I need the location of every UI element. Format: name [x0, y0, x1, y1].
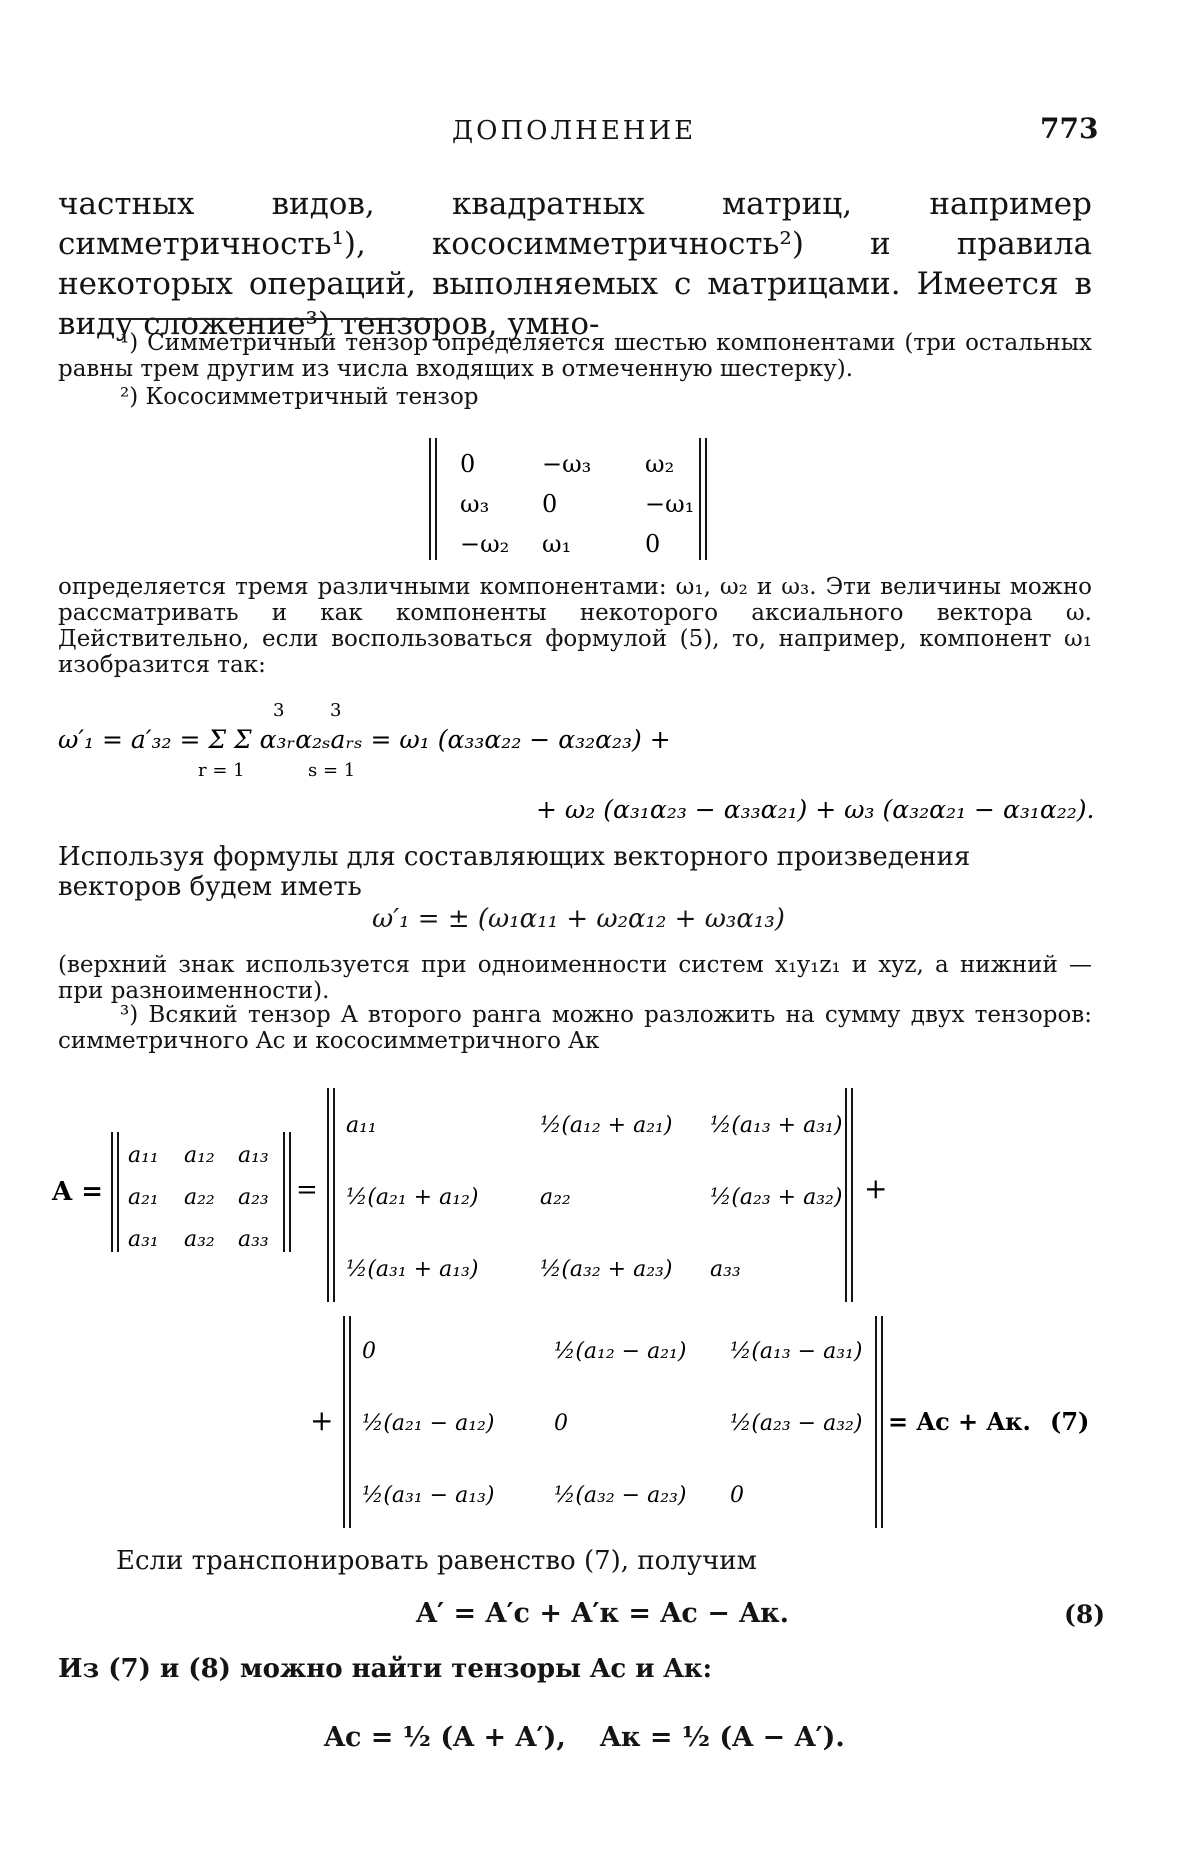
a-matrix-cell: a₂₃: [238, 1185, 269, 1210]
footnote-2-continued: определяется тремя различными компонентами: ω₁, ω₂ и ω₃. Эти величины можно рассматривать и как компоненты некоторого аксиального вектора ω. Действительно, если воспользоваться формулой (5), то, например, компонент ω₁ изобразится так:: [58, 574, 1092, 678]
omega-matrix-cell: −ω₂: [460, 530, 510, 558]
footnote-separator: [120, 318, 432, 320]
footnote-1: ¹) Симметричный тензор определяется шестью компонентами (три остальных равны трем другим из числа входящих в отмеченную шестерку).: [58, 330, 1092, 382]
eq-omega-line1: ω′₁ = a′₃₂ = Σ Σ α₃ᵣα₂ₛaᵣₛ = ω₁ (α₃₃α₂₂ − α₃₂α₂₃) +: [58, 725, 671, 754]
omega-matrix-cell: ω₃: [460, 490, 490, 518]
sym-matrix-cell: a₁₁: [346, 1113, 377, 1138]
omega-matrix-cell: 0: [542, 490, 558, 518]
antisym-omega-matrix: [420, 430, 720, 570]
running-header: ДОПОЛНЕНИЕ: [452, 116, 697, 146]
sym-matrix-cell: ½(a₁₃ + a₃₁): [710, 1113, 843, 1138]
a-matrix-cell: a₃₃: [238, 1227, 269, 1252]
sym-matrix-cell: ½(a₃₂ + a₂₃): [540, 1257, 673, 1282]
main-paragraph: частных видов, квадратных матриц, например симметричность¹), кососимметричность²) и правила некоторых операций, выполняемых с матрицами. Имеется в виду сложение³) тензоров, умно-: [58, 186, 1092, 342]
a-matrix-cell: a₁₂: [184, 1143, 215, 1168]
sum-upper-1: 3: [273, 700, 285, 721]
a-matrix-cell: a₁₁: [128, 1143, 159, 1168]
omega-matrix-cell: 0: [460, 450, 476, 478]
omega-matrix-cell: ω₂: [645, 450, 675, 478]
omega-matrix-cell: 0: [645, 530, 661, 558]
svg-text:=: =: [296, 1175, 318, 1205]
svg-text:+: +: [310, 1404, 334, 1437]
anti-matrix-cell: 0: [362, 1339, 376, 1364]
sign-note: (верхний знак используется при одноименности систем x₁y₁z₁ и xyz, а нижний — при разноименности).: [58, 952, 1092, 1004]
eq7-rhs: = Aс + Aк.: [888, 1407, 1031, 1436]
anti-matrix-cell: ½(a₁₃ − a₃₁): [730, 1339, 863, 1364]
a-matrix-cell: a₁₃: [238, 1143, 269, 1168]
svg-text:+: +: [864, 1172, 888, 1205]
anti-matrix-cell: ½(a₂₁ − a₁₂): [362, 1411, 495, 1436]
sym-matrix-cell: ½(a₂₃ + a₃₂): [710, 1185, 843, 1210]
equation-7: [40, 1080, 1140, 1530]
a-matrix-cell: a₂₁: [128, 1185, 159, 1210]
omega-equation: [58, 700, 1118, 850]
page-number: 773: [1040, 112, 1099, 145]
vector-product-text: Используя формулы для составляющих векторного произведения векторов будем иметь: [58, 842, 971, 902]
footnote-3: ³) Всякий тензор A второго ранга можно разложить на сумму двух тензоров: симметричного Aс и кососимметричного Aк: [58, 1002, 1092, 1054]
eq7-lhs: A =: [52, 1177, 104, 1207]
sum-upper-2: 3: [330, 700, 342, 721]
a-matrix-cell: a₃₁: [128, 1227, 159, 1252]
transpose-text: Если транспонировать равенство (7), получим: [116, 1546, 757, 1576]
sym-matrix-cell: ½(a₂₁ + a₁₂): [346, 1185, 479, 1210]
sym-matrix-cell: ½(a₃₁ + a₁₃): [346, 1257, 479, 1282]
eq7-label: (7): [1050, 1407, 1090, 1436]
omega-matrix-cell: −ω₃: [542, 450, 592, 478]
anti-matrix-cell: ½(a₁₂ − a₂₁): [554, 1339, 687, 1364]
eq-vector: ω′₁ = ± (ω₁α₁₁ + ω₂α₁₂ + ω₃α₁₃): [372, 904, 785, 934]
anti-matrix-cell: 0: [730, 1483, 744, 1508]
anti-matrix-cell: ½(a₂₃ − a₃₂): [730, 1411, 863, 1436]
eq-ak: Aк = ½ (A − A′).: [600, 1722, 845, 1753]
eq-omega-line2: + ω₂ (α₃₁α₂₃ − α₃₃α₂₁) + ω₃ (α₃₂α₂₁ − α₃₁α₂₂).: [536, 795, 1095, 824]
eq8-label: (8): [1064, 1600, 1106, 1629]
find-text: Из (7) и (8) можно найти тензоры Aс и Aк:: [58, 1654, 713, 1684]
footnote-2: ²) Кососимметричный тензор: [120, 384, 479, 410]
a-matrix-cell: a₂₂: [184, 1185, 215, 1210]
anti-matrix-cell: 0: [554, 1411, 568, 1436]
anti-matrix-cell: ½(a₃₁ − a₁₃): [362, 1483, 495, 1508]
omega-matrix-cell: −ω₁: [645, 490, 695, 518]
sym-matrix-cell: a₃₃: [710, 1257, 741, 1282]
eq8-formula: A′ = A′с + A′к = Aс − Aк.: [416, 1598, 790, 1629]
sym-matrix-cell: a₂₂: [540, 1185, 571, 1210]
anti-matrix-cell: ½(a₃₂ − a₂₃): [554, 1483, 687, 1508]
a-matrix-cell: a₃₂: [184, 1227, 215, 1252]
eq-ac: Aс = ½ (A + A′),: [324, 1722, 566, 1753]
sum-lower-s: s = 1: [308, 760, 356, 781]
omega-matrix-cell: ω₁: [542, 530, 572, 558]
sym-matrix-cell: ½(a₁₂ + a₂₁): [540, 1113, 673, 1138]
sum-lower-r: r = 1: [198, 760, 245, 781]
